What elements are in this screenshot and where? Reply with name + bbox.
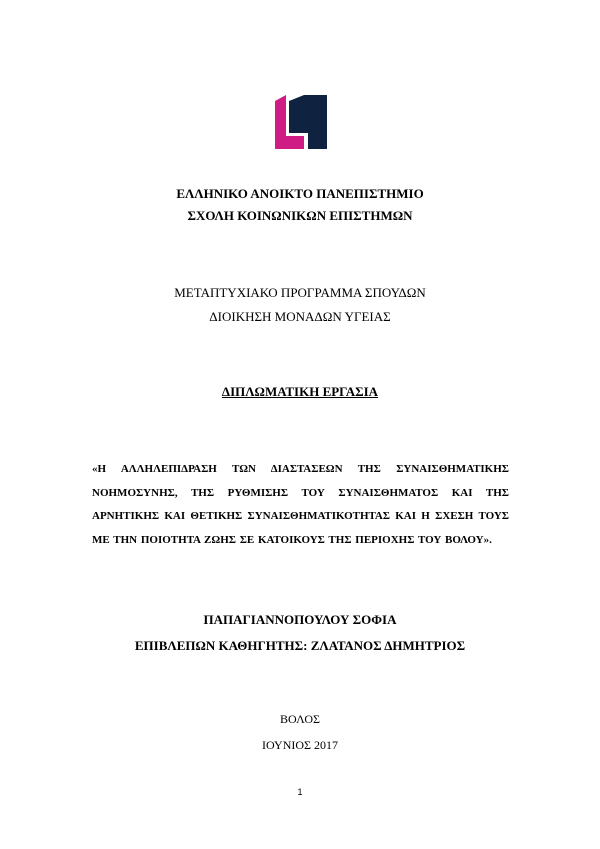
thesis-title: «Η ΑΛΛΗΛΕΠΙΔΡΑΣΗ ΤΩΝ ΔΙΑΣΤΑΣΕΩΝ ΤΗΣ ΣΥΝΑΙΣΘΗΜΑΤΙΚΗΣ ΝΟΗΜΟΣΥΝΗΣ, ΤΗΣ ΡΥΘΜΙΣΗΣ ΤΟΥ ΣΥΝΑΙΣΘΗΜΑΤΟΣ ΚΑΙ ΤΗΣ ΑΡΝΗΤΙΚΗΣ ΚΑΙ ΘΕΤΙΚΗΣ ΣΥΝΑΙΣΘΗΜΑΤΙΚΟΤΗΤΑΣ ΚΑΙ Η ΣΧΕΣΗ ΤΟΥΣ ΜΕ ΤΗΝ ΠΟΙΟΤΗΤΑ ΖΩΗΣ ΣΕ ΚΑΤΟΙΚΟΥΣ ΤΗΣ ΠΕΡΙΟΧΗΣ ΤΟΥ ΒΟΛΟΥ».	[92, 463, 509, 546]
author-name: ΠΑΠΑΓΙΑΝΝΟΠΟΥΛΟΥ ΣΟΦΙΑ	[203, 612, 397, 627]
school-name: ΣΧΟΛΗ ΚΟΙΝΩΝΙΚΩΝ ΕΠΙΣΤΗΜΩΝ	[187, 208, 413, 223]
supervisor: ΕΠΙΒΛΕΠΩΝ ΚΑΘΗΓΗΤΗΣ: ΖΛΑΤΑΝΟΣ ΔΗΜΗΤΡΙΟΣ	[134, 638, 466, 653]
document-type: ΔΙΠΛΩΜΑΤΙΚΗ ΕΡΓΑΣΙΑ	[221, 384, 379, 399]
program-specialization: ΔΙΟΙΚΗΣΗ ΜΟΝΑΔΩΝ ΥΓΕΙΑΣ	[209, 309, 391, 324]
program-name: ΜΕΤΑΠΤΥΧΙΑΚΟ ΠΡΟΓΡΑΜΜΑ ΣΠΟΥΔΩΝ	[174, 285, 426, 300]
page-number: 1	[297, 787, 303, 797]
university-name: ΕΛΛΗΝΙΚΟ ΑΝΟΙΚΤΟ ΠΑΝΕΠΙΣΤΗΜΙΟ	[176, 186, 424, 201]
university-logo	[275, 95, 327, 149]
city: ΒΟΛΟΣ	[280, 712, 320, 726]
date: ΙΟΥΝΙΟΣ 2017	[261, 738, 339, 752]
